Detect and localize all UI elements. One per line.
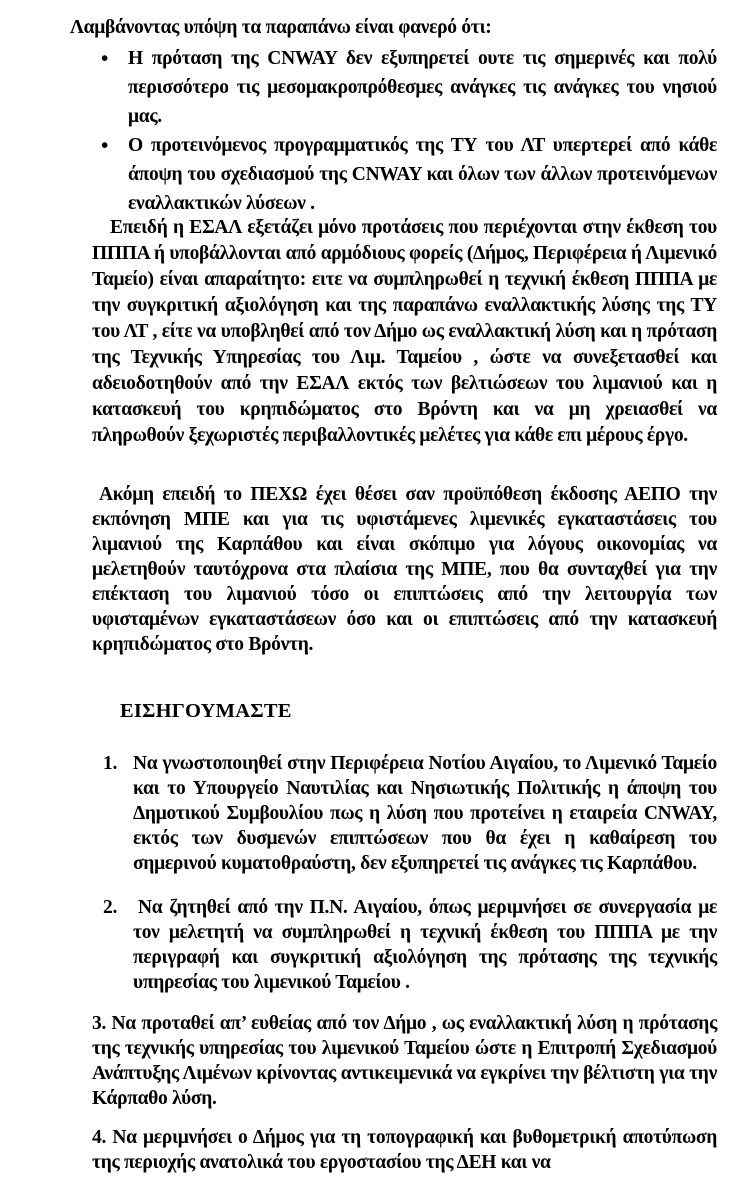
bullet-item-ty-lt xyxy=(101,131,717,218)
numbered-item-text: Να ζητηθεί από την Π.Ν. Αιγαίου, όπως μεριμνήσει σε συνεργασία με τον μελετητή να συμπληρωθεί η τεχνική έκθεση του ΠΠΠΑ με την περιγραφή και συγκριτική αξιολόγηση της πρότασης της τεχνικής υπηρεσίας του λιμενικού Ταμείου . xyxy=(133,897,717,993)
numbered-paragraph-3: 3. Να προταθεί απ’ ευθείας από τον Δήμο , ως εναλλακτική λύση η πρότασης της τεχνικής υπηρεσίας του λιμενικού Ταμείου ώστε η Επιτροπή Σχεδιασμού Ανάπτυξης Λιμένων κρίνοντας αντικειμενικά να εγκρίνει την βέλτιστη για την Κάρπαθο λύση. xyxy=(92,1013,717,1109)
bullet-dot-icon: • xyxy=(101,133,109,157)
numbered-item-text: Να γνωστοποιηθεί στην Περιφέρεια Νοτίου Αιγαίου, το Λιμενικό Ταμείο και το Υπουργείο Ναυτιλίας και Νησιωτικής Πολιτικής η άποψη του Δημοτικού Συμβουλίου πως η λύση που προτείνει η εταιρεία CNWAY, εκτός των δυσμενών επιπτώσεων που θα έχει η καθαίρεση του σημερινού κυματοθραύστη, δεν εξυπηρετεί τις ανάγκες τις Καρπάθου. xyxy=(133,753,717,874)
bullet-item-text: Ο προτεινόμενος προγραμματικός της ΤΥ του ΛΤ υπερτερεί από κάθε άποψη του σχεδιασμού της CNWAY και όλων των άλλων προτεινόμενων εναλλακτικών λύσεων . xyxy=(128,135,717,214)
bullet-item-cnway xyxy=(101,44,717,131)
item-number: 2. xyxy=(103,897,118,918)
bullet-dot-icon: • xyxy=(101,46,109,70)
numbered-item-2 xyxy=(103,895,717,995)
numbered-paragraph-4: 4. Να μεριμνήσει ο Δήμος για τη τοπογραφική και βυθομετρική αποτύπωση της περιοχής ανατολικά του εργοστασίου της ΔΕΗ και να xyxy=(92,1127,717,1173)
numbered-item-1 xyxy=(103,751,717,876)
paragraph-pexo: Ακόμη επειδή το ΠΕΧΩ έχει θέσει σαν προϋπόθεση έκδοσης ΑΕΠΟ την εκπόνηση ΜΠΕ και για τις υφιστάμενες λιμενικές εγκαταστάσεις του λιμανιού της Καρπάθου και είναι σκόπιμο για λόγους οικονομίας να μελετηθούν ταυτόχρονα στα πλαίσια της ΜΠΕ, που θα συνταχθεί για την επέκταση του λιμανιού τόσο οι επιπτώσεις από την λειτουργία των υφισταμένων εγκαταστάσεων όσο και οι επιπτώσεις από την κατασκευή κρηπιδώματος στο Βρόντη. xyxy=(92,484,717,655)
bullet-list xyxy=(101,44,717,218)
section-heading: ΕΙΣΗΓΟΥΜΑΣΤΕ xyxy=(120,700,292,722)
item-number: 1. xyxy=(103,753,118,774)
bullet-item-text: Η πρόταση της CNWAY δεν εξυπηρετεί ουτε τις σημερινές και πολύ περισσότερο τις μεσομακροπρόθεσμες ανάγκες τις ανάγκες του νησιού μας. xyxy=(128,48,717,127)
intro-line: Λαμβάνοντας υπόψη τα παραπάνω είναι φανερό ότι: xyxy=(70,17,492,38)
paragraph-esal: Επειδή η ΕΣΑΛ εξετάζει μόνο προτάσεις που περιέχονται στην έκθεση του ΠΠΠΑ ή υποβάλλονται από αρμόδιους φορείς (Δήμος, Περιφέρεια ή Λιμενικό Ταμείο) είναι απαραίτητο: ειτε να συμπληρωθεί η τεχνική έκθεση ΠΠΠΑ με την συγκριτική αξιολόγηση και της παραπάνω εναλλακτικής λύσης της ΤΥ του ΛΤ , είτε να υποβληθεί από τον Δήμο ως εναλλακτική λύση και η πρόταση της Τεχνικής Υπηρεσίας του Λιμ. Ταμείου , ώστε να συνεξετασθεί και αδειοδοτηθούν από την ΕΣΑΛ εκτός των βελτιώσεων του λιμανιού και η κατασκευή του κρηπιδώματος στο Βρόντη και να μη χρειασθεί να πληρωθούν ξεχωριστές περιβαλλοντικές μελέτες για κάθε επι μέρους έργο. xyxy=(92,217,717,446)
